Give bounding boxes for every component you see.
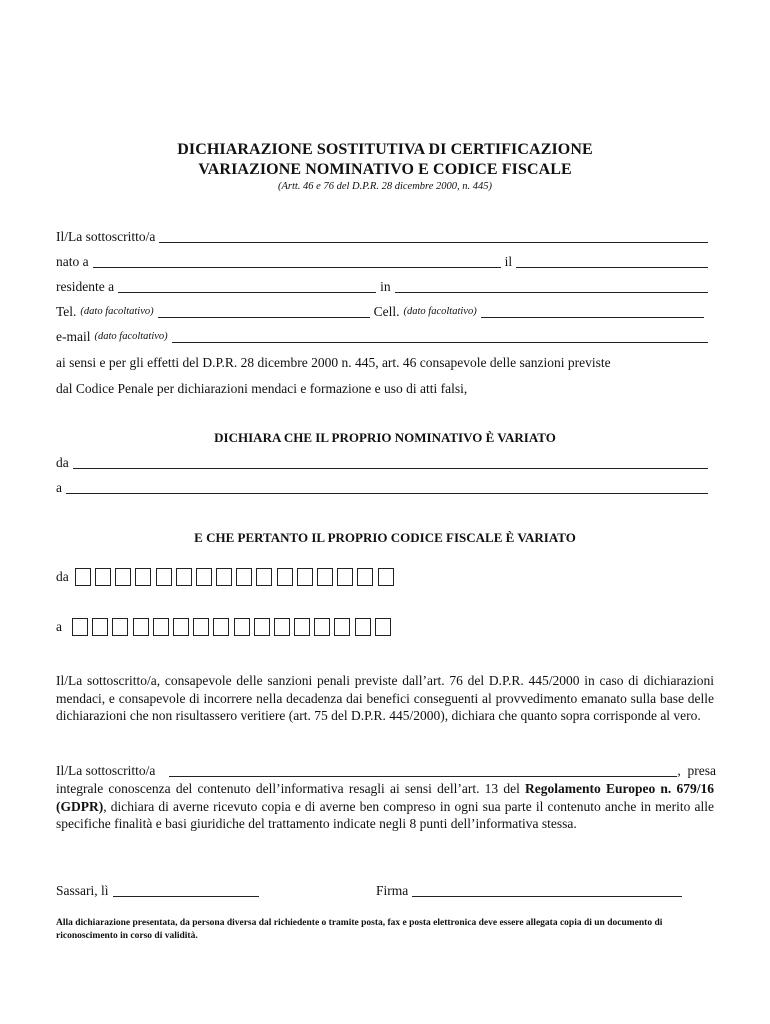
row-nato bbox=[56, 251, 712, 271]
firma-label: Firma bbox=[376, 883, 409, 898]
sottoscritto-label: Il/La sottoscritto/a bbox=[56, 229, 156, 244]
cf-char-box[interactable] bbox=[72, 618, 88, 636]
name-change-heading: DICHIARA CHE IL PROPRIO NOMINATIVO È VARIATO bbox=[214, 430, 556, 445]
privacy-name-field[interactable] bbox=[169, 762, 677, 777]
privacy-presa: , presa bbox=[677, 763, 716, 778]
email-field[interactable] bbox=[172, 328, 708, 343]
intro-paragraph bbox=[56, 350, 714, 402]
privacy-gdpr-reference: Regolamento Europeo n. 679/16 (GDPR) bbox=[56, 781, 714, 814]
residence-address-field[interactable] bbox=[395, 278, 708, 293]
sottoscritto-field[interactable] bbox=[159, 228, 708, 243]
row-email bbox=[56, 326, 712, 346]
cf-char-box[interactable] bbox=[277, 568, 293, 586]
row-cf-from bbox=[56, 562, 398, 586]
cf-char-box[interactable] bbox=[75, 568, 91, 586]
cf-from-boxes bbox=[75, 568, 398, 586]
intro-line2: dal Codice Penale per dichiarazioni mendaci e formazione e uso di atti falsi, bbox=[56, 381, 468, 396]
tel-label: Tel. bbox=[56, 304, 77, 319]
date-field[interactable] bbox=[113, 882, 259, 897]
nato-label: nato a bbox=[56, 254, 89, 269]
cf-char-box[interactable] bbox=[216, 568, 232, 586]
cf-char-box[interactable] bbox=[254, 618, 270, 636]
privacy-paragraph bbox=[56, 780, 714, 833]
residence-city-field[interactable] bbox=[118, 278, 376, 293]
cf-char-box[interactable] bbox=[133, 618, 149, 636]
cf-char-box[interactable] bbox=[337, 568, 353, 586]
cf-to-boxes bbox=[72, 618, 395, 636]
privacy-part2: , dichiara di averne ricevuto copia e di averne ben compreso in ogni sua parte il contenuto anche in merito alle specifiche finalità e basi giuridiche del trattamento indicate negli 8 punti dell’informativa stessa. bbox=[56, 798, 714, 831]
cf-char-box[interactable] bbox=[153, 618, 169, 636]
tel-optional-note: (dato facoltativo) bbox=[80, 306, 154, 317]
intro-line1: ai sensi e per gli effetti del D.P.R. 28 dicembre 2000 n. 445, art. 46 consapevole delle sanzioni previste bbox=[56, 355, 611, 370]
declaration-paragraph: Il/La sottoscritto/a, consapevole delle sanzioni penali previste dall’art. 76 del D.P.R. 445/2000 in caso di dichiarazioni mendaci, e consapevole di incorrere nella decadenza dai benefici conseguenti al provvedimento emanato sulla base delle dichiarazioni che non risultassero veritiere (art. 75 del D.P.R. 445/2000), dichiara che quanto sopra corrisponde al vero. bbox=[56, 673, 714, 723]
privacy-lead-label: Il/La sottoscritto/a bbox=[56, 763, 156, 778]
name-to-label: a bbox=[56, 480, 62, 495]
cell-optional-note: (dato facoltativo) bbox=[403, 306, 477, 317]
cf-char-box[interactable] bbox=[317, 568, 333, 586]
cell-label: Cell. bbox=[373, 304, 400, 319]
fiscal-code-heading: E CHE PERTANTO IL PROPRIO CODICE FISCALE È VARIATO bbox=[194, 530, 576, 545]
row-name-from bbox=[56, 452, 712, 472]
cf-char-box[interactable] bbox=[196, 568, 212, 586]
cf-char-box[interactable] bbox=[274, 618, 290, 636]
cf-char-box[interactable] bbox=[92, 618, 108, 636]
cf-char-box[interactable] bbox=[378, 568, 394, 586]
il-label: il bbox=[504, 254, 513, 269]
tel-field[interactable] bbox=[158, 303, 370, 318]
row-place-date bbox=[56, 880, 356, 900]
signature-field[interactable] bbox=[412, 882, 682, 897]
cf-char-box[interactable] bbox=[95, 568, 111, 586]
row-name-to bbox=[56, 477, 712, 497]
birthdate-field[interactable] bbox=[516, 253, 708, 268]
row-residente bbox=[56, 276, 712, 296]
email-optional-note: (dato facoltativo) bbox=[94, 331, 168, 342]
cf-char-box[interactable] bbox=[334, 618, 350, 636]
privacy-part1: integrale conoscenza del contenuto dell’informativa resagli ai sensi dell’art. 13 del bbox=[56, 781, 520, 796]
cf-char-box[interactable] bbox=[156, 568, 172, 586]
in-label: in bbox=[380, 279, 391, 294]
name-from-label: da bbox=[56, 455, 69, 470]
document-subtitle: (Artt. 46 e 76 del D.P.R. 28 dicembre 2000, n. 445) bbox=[277, 181, 493, 192]
cf-char-box[interactable] bbox=[355, 618, 371, 636]
cf-char-box[interactable] bbox=[173, 618, 189, 636]
name-from-field[interactable] bbox=[73, 454, 708, 469]
cf-char-box[interactable] bbox=[357, 568, 373, 586]
cf-char-box[interactable] bbox=[112, 618, 128, 636]
cf-char-box[interactable] bbox=[297, 568, 313, 586]
cf-char-box[interactable] bbox=[234, 618, 250, 636]
cf-char-box[interactable] bbox=[135, 568, 151, 586]
cf-char-box[interactable] bbox=[176, 568, 192, 586]
cf-char-box[interactable] bbox=[375, 618, 391, 636]
place-date-label: Sassari, lì bbox=[56, 883, 109, 898]
cf-char-box[interactable] bbox=[193, 618, 209, 636]
cell-field[interactable] bbox=[481, 303, 704, 318]
row-cf-to bbox=[56, 612, 395, 636]
cf-char-box[interactable] bbox=[115, 568, 131, 586]
email-label: e-mail bbox=[56, 329, 91, 344]
row-sottoscritto bbox=[56, 226, 712, 246]
cf-char-box[interactable] bbox=[213, 618, 229, 636]
document-title-line2: VARIAZIONE NOMINATIVO E CODICE FISCALE bbox=[198, 161, 572, 178]
row-signature bbox=[376, 880, 696, 900]
cf-from-label: da bbox=[56, 569, 69, 584]
row-privacy-lead bbox=[56, 760, 716, 780]
cf-char-box[interactable] bbox=[294, 618, 310, 636]
cf-char-box[interactable] bbox=[236, 568, 252, 586]
cf-char-box[interactable] bbox=[256, 568, 272, 586]
birthplace-field[interactable] bbox=[93, 253, 501, 268]
cf-char-box[interactable] bbox=[314, 618, 330, 636]
cf-to-label: a bbox=[56, 619, 62, 634]
residente-label: residente a bbox=[56, 279, 115, 294]
row-contacts bbox=[56, 301, 712, 321]
footer-note: Alla dichiarazione presentata, da persona diversa dal richiedente o tramite posta, fax e posta elettronica deve essere allegata copia di un documento di riconoscimento in corso di validità. bbox=[56, 918, 663, 941]
name-to-field[interactable] bbox=[66, 479, 708, 494]
document-title-line1: DICHIARAZIONE SOSTITUTIVA DI CERTIFICAZIONE bbox=[177, 141, 593, 158]
